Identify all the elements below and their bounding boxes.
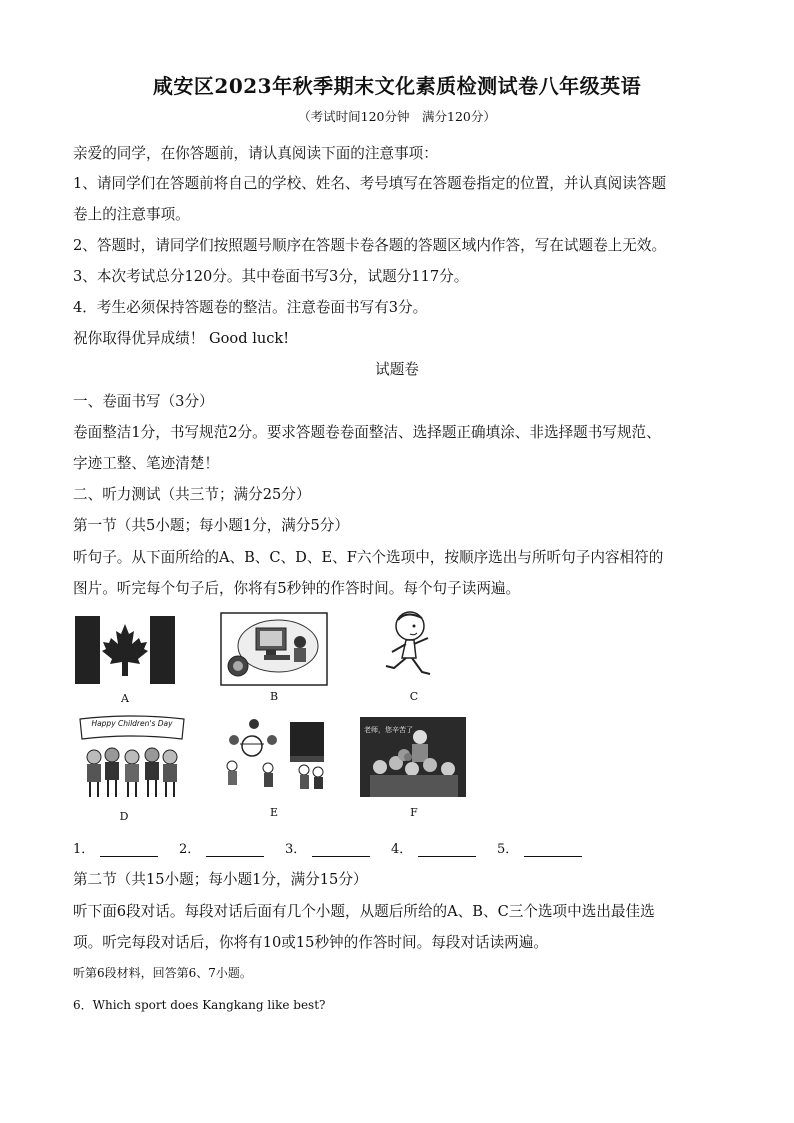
question-6: 6．Which sport does Kangkang like best?: [73, 998, 326, 1012]
section2-desc: 听下面6段对话。每段对话后面有几个小题，从题后所给的A、B、C三个选项中选出最佳选: [73, 903, 655, 920]
part2-title: 二、听力测试（共三节；满分25分）: [73, 486, 311, 503]
childrens-day-icon: [76, 713, 188, 801]
answer-blank[interactable]: 5．: [497, 838, 603, 857]
part1-desc: 卷面整洁1分，书写规范2分。要求答题卷卷面整洁、选择题正确填涂、非选择题书写规范、: [73, 424, 661, 441]
notes-item-3: 3、本次考试总分120分。其中卷面书写3分，试题分117分。: [73, 268, 469, 285]
notes-greeting: 亲爱的同学，在你答题前，请认真阅读下面的注意事项：: [73, 145, 438, 162]
part1-desc-cont: 字迹工整、笔迹清楚！: [73, 455, 219, 472]
picture-label-f: F: [410, 806, 418, 819]
section2-title: 第二节（共15小题；每小题1分，满分15分）: [73, 871, 368, 888]
section2-desc-cont: 项。听完每段对话后，你将有10或15秒钟的作答时间。每段对话读两遍。: [73, 934, 548, 951]
material-note: 听第6段材料，回答第6、7小题。: [73, 966, 252, 980]
answer-blank[interactable]: 1．: [73, 838, 179, 857]
answer-blank[interactable]: 4．: [391, 838, 497, 857]
answer-blank[interactable]: 2．: [179, 838, 285, 857]
section1-title: 第一节（共5小题；每小题1分，满分5分）: [73, 517, 349, 534]
exam-heading: 试题卷: [375, 361, 419, 378]
picture-label-c: C: [409, 690, 419, 703]
canada-flag-icon: [75, 616, 175, 684]
notes-item-4: 4．考生必须保持答题卷的整洁。注意卷面书写有3分。: [73, 299, 428, 316]
notes-item-2: 2、答题时，请同学们按照题号顺序在答题卡卷各题的答题区域内作答，写在试题卷上无效。: [73, 237, 667, 254]
notes-item-1: 1、请同学们在答题前将自己的学校、姓名、考号填写在答题卷指定的位置，并认真阅读答题: [73, 175, 667, 192]
page-subtitle: （考试时间120分钟 满分120分）: [298, 109, 496, 124]
band-music-icon: [220, 716, 330, 796]
answer-blanks: [73, 838, 603, 857]
section1-desc-cont: 图片。听完每个句子后，你将有5秒钟的作答时间。每个句子读两遍。: [73, 580, 521, 597]
answer-blank[interactable]: 3．: [285, 838, 391, 857]
picture-label-b: B: [269, 690, 279, 703]
running-boy-icon: [376, 608, 436, 684]
part1-title: 一、卷面书写（3分）: [73, 393, 214, 410]
picture-label-d: D: [119, 810, 129, 823]
section1-desc: 听句子。从下面所给的A、B、C、D、E、F六个选项中，按顺序选出与所听句子内容相符的: [73, 549, 664, 566]
teachers-day-icon: [360, 717, 466, 797]
notes-item-1-cont: 卷上的注意事项。: [73, 206, 190, 223]
page-title: 咸安区2023年秋季期末文化素质检测试卷八年级英语: [152, 74, 642, 98]
notes-wish: 祝你取得优异成绩！ Good luck!: [73, 330, 290, 347]
computer-game-icon: [220, 612, 328, 686]
banner-text: Happy Children's Day: [91, 719, 173, 728]
board-text: 老师，您辛苦了: [364, 726, 413, 734]
picture-label-a: A: [121, 692, 129, 705]
picture-label-e: E: [269, 806, 279, 819]
